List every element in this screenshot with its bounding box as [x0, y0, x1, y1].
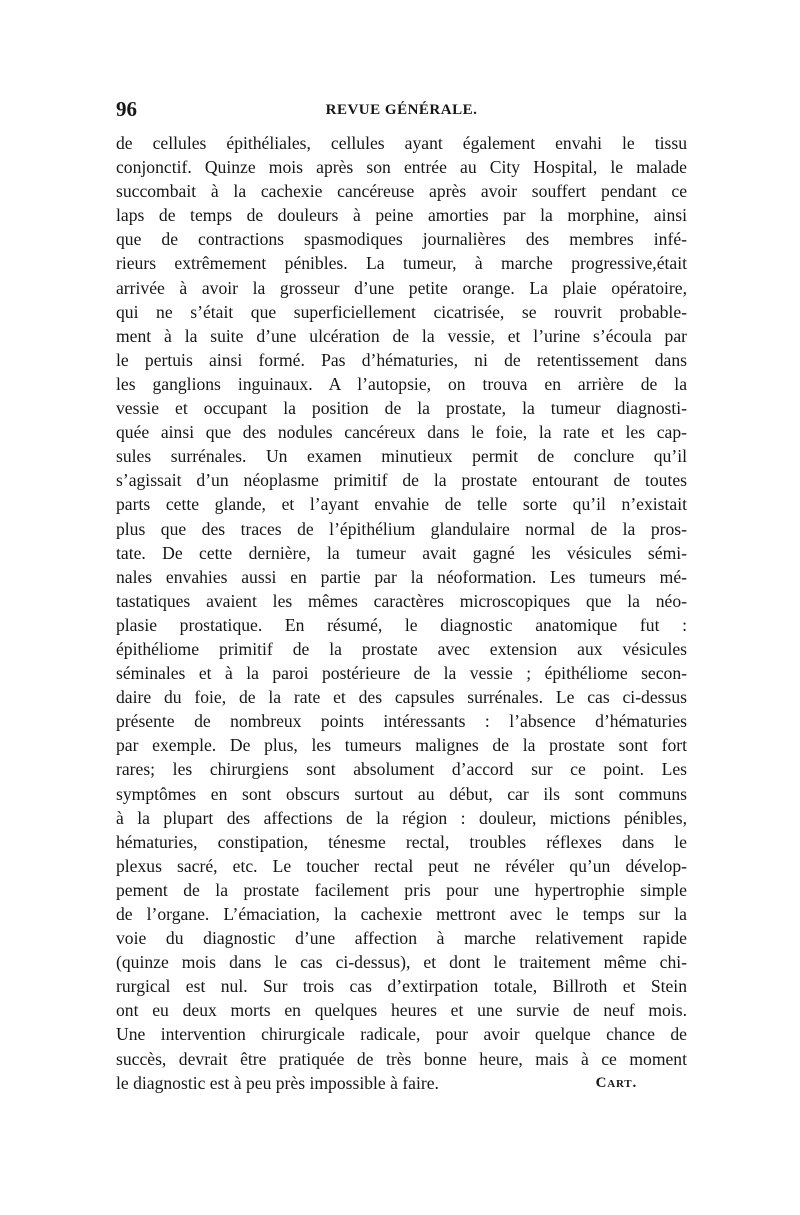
page-number: 96: [116, 97, 137, 121]
text-line: que de contractions spasmodiques journalières des membres infé-: [116, 229, 687, 250]
text-line: pement de la prostate facilement pris pour une hypertrophie simple: [116, 879, 687, 900]
text-line: arrivée à avoir la grosseur d’une petite orange. La plaie opératoire,: [116, 277, 687, 298]
text-line: vessie et occupant la position de la prostate, la tumeur diagnosti-: [116, 398, 687, 419]
text-line: quée ainsi que des nodules cancéreux dans le foie, la rate et les cap-: [116, 422, 687, 443]
text-line: les ganglions inguinaux. A l’autopsie, on trouva en arrière de la: [116, 373, 687, 394]
text-line: voie du diagnostic d’une affection à marche relativement rapide: [116, 928, 687, 949]
text-line: plexus sacré, etc. Le toucher rectal peut ne révéler qu’un dévelop-: [116, 855, 687, 876]
text-line: daire du foie, de la rate et des capsules surrénales. Le cas ci-dessus: [116, 687, 687, 708]
text-line: présente de nombreux points intéressants : l’absence d’hématuries: [116, 711, 687, 732]
text-line: tate. De cette dernière, la tumeur avait gagné les vésicules sémi-: [116, 542, 687, 563]
last-line: [116, 1071, 637, 1095]
text-line: nales envahies aussi en partie par la néoformation. Les tumeurs mé-: [116, 566, 687, 587]
text-line: à la plupart des affections de la région : douleur, mictions pénibles,: [116, 807, 687, 828]
text-line: conjonctif. Quinze mois après son entrée au City Hospital, le malade: [116, 157, 687, 178]
text-line: Une intervention chirurgicale radicale, pour avoir quelque chance de: [116, 1024, 687, 1045]
text-line: le pertuis ainsi formé. Pas d’hématuries, ni de retentissement dans: [116, 349, 687, 370]
text-line: tastatiques avaient les mêmes caractères microscopiques que la néo-: [116, 590, 687, 611]
text-line: symptômes en sont obscurs surtout au début, car ils sont communs: [116, 783, 687, 804]
body-text: [116, 131, 687, 1095]
running-title: REVUE GÉNÉRALE.: [325, 102, 478, 118]
text-line: rares; les chirurgiens sont absolument d’accord sur ce point. Les: [116, 759, 687, 780]
text-line: plasie prostatique. En résumé, le diagnostic anatomique fut :: [116, 614, 687, 635]
text-line: rurgical est nul. Sur trois cas d’extirpation totale, Billroth et Stein: [116, 976, 687, 997]
text-line: succès, devrait être pratiquée de très bonne heure, mais à ce moment: [116, 1048, 687, 1069]
journal-page: [116, 98, 687, 1095]
text-line: ont eu deux morts en quelques heures et une survie de neuf mois.: [116, 1000, 687, 1021]
text-line: hématuries, constipation, ténesme rectal, troubles réflexes dans le: [116, 831, 687, 852]
text-line: séminales et à la paroi postérieure de la vessie ; épithéliome secon-: [116, 663, 687, 684]
text-line: de cellules épithéliales, cellules ayant également envahi le tissu: [116, 133, 687, 153]
page-header: [116, 98, 687, 124]
text-line: parts cette glande, et l’ayant envahie de telle sorte qu’il n’existait: [116, 494, 687, 515]
text-line: ment à la suite d’une ulcération de la vessie, et l’urine s’écoula par: [116, 325, 687, 346]
text-line: rieurs extrêmement pénibles. La tumeur, à marche progressive,était: [116, 253, 687, 274]
text-line: succombait à la cachexie cancéreuse après avoir souffert pendant ce: [116, 181, 687, 202]
last-line-text: le diagnostic est à peu près impossible à faire.: [116, 1072, 439, 1093]
text-line: plus que des traces de l’épithélium glandulaire normal de la pros-: [116, 518, 687, 539]
text-line: épithéliome primitif de la prostate avec extension aux vésicules: [116, 638, 687, 659]
text-line: par exemple. De plus, les tumeurs malignes de la prostate sont fort: [116, 735, 687, 756]
text-line: qui ne s’était que superficiellement cicatrisée, se rouvrit probable-: [116, 301, 687, 322]
text-line: de l’organe. L’émaciation, la cachexie mettront avec le temps sur la: [116, 904, 687, 924]
author-signature: Cart.: [595, 1074, 637, 1091]
text-line: (quinze mois dans le cas ci-dessus), et dont le traitement même chi-: [116, 952, 687, 973]
text-line: s’agissait d’un néoplasme primitif de la prostate entourant de toutes: [116, 470, 687, 491]
text-line: sules surrénales. Un examen minutieux permit de conclure qu’il: [116, 446, 687, 467]
text-line: laps de temps de douleurs à peine amorties par la morphine, ainsi: [116, 205, 687, 226]
